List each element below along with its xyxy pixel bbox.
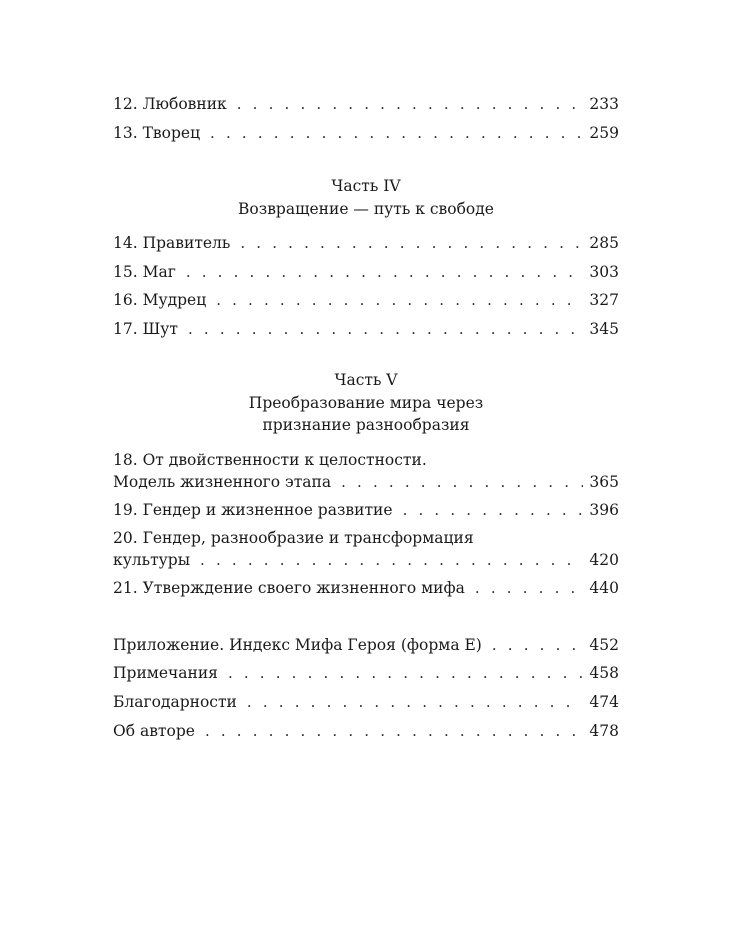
- entry-title: 14. Правитель: [113, 234, 231, 252]
- entry-page-number: 478: [589, 722, 619, 740]
- toc-entry-about-author[interactable]: [113, 721, 619, 741]
- toc-entry-20-line1[interactable]: 20. Гендер, разнообразие и трансформация: [113, 529, 474, 547]
- dot-leader: [475, 578, 584, 598]
- toc-entry-16[interactable]: [113, 290, 619, 310]
- entry-page-number: 440: [589, 579, 619, 597]
- entry-title: 13. Творец: [113, 124, 201, 142]
- entry-page-number: 474: [589, 693, 619, 711]
- entry-title: Примечания: [113, 664, 218, 682]
- dot-leader: [210, 123, 583, 143]
- toc-entry-15[interactable]: [113, 262, 619, 282]
- toc-entry-notes[interactable]: [113, 663, 619, 683]
- toc-entry-appendix[interactable]: [113, 635, 619, 655]
- entry-title: 17. Шут: [113, 320, 178, 338]
- entry-page-number: 259: [589, 124, 619, 142]
- part-5-subtitle-line1: Преобразование мира через: [248, 394, 484, 412]
- entry-title: культуры: [113, 551, 191, 569]
- entry-title: Модель жизненного этапа: [113, 473, 332, 491]
- entry-page-number: 327: [589, 291, 619, 309]
- part-4-heading: Часть IV: [331, 177, 401, 195]
- toc-entry-18[interactable]: [113, 472, 619, 492]
- entry-title: 12. Любовник: [113, 95, 227, 113]
- entry-title: 16. Мудрец: [113, 291, 207, 309]
- entry-title: Благодарности: [113, 693, 237, 711]
- entry-title: 19. Гендер и жизненное развитие: [113, 501, 393, 519]
- dot-leader: [403, 500, 584, 520]
- dot-leader: [247, 692, 584, 712]
- entry-page-number: 396: [589, 501, 619, 519]
- dot-leader: [341, 472, 583, 492]
- entry-page-number: 458: [589, 664, 619, 682]
- toc-entry-13[interactable]: [113, 123, 619, 143]
- part-5-heading: Часть V: [334, 371, 398, 389]
- entry-title: Об авторе: [113, 722, 195, 740]
- part-5-subtitle-line2: признание разнообразия: [262, 416, 470, 434]
- dot-leader: [200, 550, 583, 570]
- toc-entry-18-line1[interactable]: 18. От двойственности к целостности.: [113, 451, 427, 469]
- dot-leader: [237, 94, 584, 114]
- dot-leader: [188, 319, 583, 339]
- entry-page-number: 365: [589, 473, 619, 491]
- toc-entry-14[interactable]: [113, 233, 619, 253]
- entry-title: 15. Маг: [113, 263, 176, 281]
- entry-page-number: 452: [589, 636, 619, 654]
- dot-leader: [240, 233, 583, 253]
- dot-leader: [492, 635, 584, 655]
- entry-title: 21. Утверждение своего жизненного мифа: [113, 579, 465, 597]
- toc-entry-acknowledgements[interactable]: [113, 692, 619, 712]
- part-4-subtitle: Возвращение — путь к свободе: [238, 200, 494, 218]
- entry-page-number: 303: [589, 263, 619, 281]
- entry-title: Приложение. Индекс Мифа Героя (форма E): [113, 636, 482, 654]
- toc-entry-20[interactable]: [113, 550, 619, 570]
- dot-leader: [186, 262, 584, 282]
- toc-entry-12[interactable]: [113, 94, 619, 114]
- dot-leader: [205, 721, 583, 741]
- dot-leader: [228, 663, 583, 683]
- dot-leader: [216, 290, 583, 310]
- toc-entry-21[interactable]: [113, 578, 619, 598]
- toc-entry-19[interactable]: [113, 500, 619, 520]
- entry-page-number: 233: [589, 95, 619, 113]
- entry-page-number: 420: [589, 551, 619, 569]
- toc-entry-17[interactable]: [113, 319, 619, 339]
- entry-page-number: 285: [589, 234, 619, 252]
- entry-page-number: 345: [589, 320, 619, 338]
